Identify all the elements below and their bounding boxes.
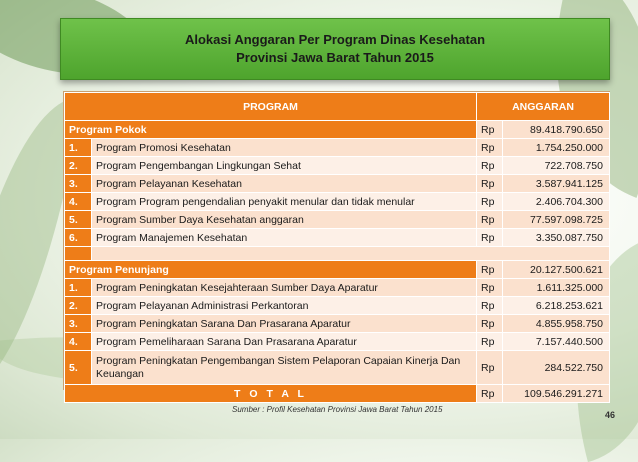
row-number: 4. [65,333,92,351]
row-number: 5. [65,351,92,385]
header-anggaran: ANGGARAN [477,93,610,121]
currency-label: Rp [477,351,503,385]
amount-value: 1.754.250.000 [503,139,610,157]
source-note: Sumber : Profil Kesehatan Provinsi Jawa Barat Tahun 2015 [232,405,443,414]
group-row-penunjang [65,261,610,279]
table-row [65,157,610,175]
program-name: Program Sumber Daya Kesehatan anggaran [92,211,477,229]
table-row [65,279,610,297]
slide-title-line-1: Alokasi Anggaran Per Program Dinas Kesehatan [184,32,486,47]
row-number: 3. [65,175,92,193]
currency-label: Rp [477,385,503,403]
budget-table-container [63,91,610,400]
row-number: 2. [65,157,92,175]
currency-label: Rp [477,157,503,175]
currency-label: Rp [477,261,503,279]
amount-value: 722.708.750 [503,157,610,175]
header-program: PROGRAM [65,93,477,121]
program-name: Program Peningkatan Sarana Dan Prasarana Aparatur [92,315,477,333]
group-label: Program Pokok [65,121,477,139]
program-name: Program Peningkatan Pengembangan Sistem Pelaporan Capaian Kinerja Dan Keuangan [92,351,477,385]
row-number: 1. [65,139,92,157]
program-name: Program Pelayanan Administrasi Perkantoran [92,297,477,315]
currency-label: Rp [477,175,503,193]
group-label: Program Penunjang [65,261,477,279]
row-number: 3. [65,315,92,333]
table-row [65,297,610,315]
amount-value: 2.406.704.300 [503,193,610,211]
total-amount: 109.546.291.271 [503,385,610,403]
amount-value: 20.127.500.621 [503,261,610,279]
program-name: Program Peningkatan Kesejahteraan Sumber Daya Aparatur [92,279,477,297]
amount-value: 3.350.087.750 [503,229,610,247]
total-row [65,385,610,403]
program-name: Program Manajemen Kesehatan [92,229,477,247]
slide-title-line-2: Provinsi Jawa Barat Tahun 2015 [236,50,434,65]
row-number: 1. [65,279,92,297]
table-row [65,193,610,211]
spacer-row [65,247,610,261]
table-row [65,315,610,333]
currency-label: Rp [477,229,503,247]
row-number: 5. [65,211,92,229]
table-row [65,333,610,351]
amount-value: 1.611.325.000 [503,279,610,297]
budget-table [64,92,610,403]
table-row [65,351,610,385]
row-number: 2. [65,297,92,315]
table-header-row [65,93,610,121]
program-name: Program Pemeliharaan Sarana Dan Prasarana Aparatur [92,333,477,351]
program-name: Program Pengembangan Lingkungan Sehat [92,157,477,175]
table-row [65,211,610,229]
program-name: Program Promosi Kesehatan [92,139,477,157]
total-label: T O T A L [65,385,477,403]
currency-label: Rp [477,139,503,157]
row-number: 4. [65,193,92,211]
table-row [65,175,610,193]
amount-value: 77.597.098.725 [503,211,610,229]
page-number: 46 [605,410,616,420]
currency-label: Rp [477,333,503,351]
table-row [65,229,610,247]
currency-label: Rp [477,315,503,333]
currency-label: Rp [477,193,503,211]
group-row-pokok [65,121,610,139]
program-name: Program Pelayanan Kesehatan [92,175,477,193]
currency-label: Rp [477,297,503,315]
table-row [65,139,610,157]
currency-label: Rp [477,121,503,139]
amount-value: 7.157.440.500 [503,333,610,351]
slide-title-box [60,18,610,80]
amount-value: 284.522.750 [503,351,610,385]
program-name: Program Program pengendalian penyakit menular dan tidak menular [92,193,477,211]
currency-label: Rp [477,211,503,229]
amount-value: 6.218.253.621 [503,297,610,315]
amount-value: 3.587.941.125 [503,175,610,193]
amount-value: 89.418.790.650 [503,121,610,139]
row-number: 6. [65,229,92,247]
currency-label: Rp [477,279,503,297]
amount-value: 4.855.958.750 [503,315,610,333]
